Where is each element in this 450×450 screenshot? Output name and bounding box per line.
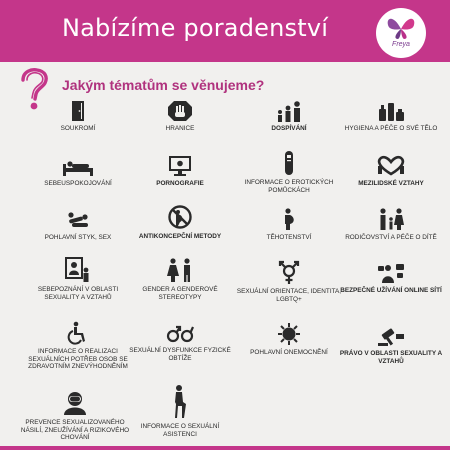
topic-item <box>126 384 234 438</box>
topic-label: MEZILIDSKÉ VZTAHY <box>358 180 424 187</box>
monitor-icon <box>167 155 193 177</box>
bottom-bar <box>0 446 450 450</box>
topic-item <box>126 322 234 362</box>
topic-label: INFORMACE O SEXUÁLNÍ ASISTENCI <box>140 423 220 438</box>
topic-label: SEBEUSPOKOJOVÁNÍ <box>44 180 112 187</box>
pregnant-icon <box>279 207 299 231</box>
topic-item <box>235 207 343 242</box>
topic-label: GENDER A GENDEROVÉ STEREOTYPY <box>142 286 218 301</box>
topic-item <box>126 155 234 188</box>
topic-label: SEXUÁLNÍ ORIENTACE, IDENTITA, LGBTQ+ <box>236 288 342 303</box>
woman-silhouette-icon <box>168 384 192 420</box>
virus-icon <box>277 322 301 346</box>
topic-label: POHLAVNÍ ONEMOCNĚNÍ <box>250 349 328 356</box>
male-symbols-icon <box>165 322 195 344</box>
logo-text: Freya <box>392 41 410 48</box>
heart-hands-icon <box>374 155 408 177</box>
topic-label: SEXUÁLNÍ DYSFUNKCE FYZICKÉ OBTÍŽE <box>129 347 231 362</box>
door-icon <box>65 100 91 122</box>
topic-label: RODIČOVSTVÍ A PÉČE O DÍTĚ <box>345 234 437 241</box>
wheelchair-icon <box>65 321 91 345</box>
topic-item <box>24 155 132 188</box>
topic-label: PREVENCE SEXUALIZOVANÉHO NÁSILÍ, ZNEUŽÍVÁNÍ A RIZIKOVÉHO CHOVÁNÍ <box>20 419 130 442</box>
gavel-icon <box>376 325 406 347</box>
topic-label: INFORMACE O EROTICKÝCH POMŮCKÁCH <box>244 179 334 194</box>
topic-item <box>337 262 445 295</box>
topic-item <box>126 100 234 133</box>
topic-item <box>126 257 234 301</box>
topic-item <box>14 390 136 442</box>
butterfly-icon <box>386 13 416 41</box>
topic-item <box>235 259 343 303</box>
header <box>0 0 450 62</box>
mirror-icon <box>64 257 92 283</box>
topic-item <box>235 100 343 133</box>
topic-label: DOSPÍVÁNÍ <box>271 125 307 132</box>
topic-label: PORNOGRAFIE <box>156 180 204 187</box>
toiletries-icon <box>376 100 406 122</box>
growing-people-icon <box>274 100 304 122</box>
topic-label: ANTIKONCEPČNÍ METODY <box>138 233 222 240</box>
topic-item <box>337 155 445 188</box>
online-person-icon <box>376 262 406 284</box>
topic-item <box>337 207 445 242</box>
topic-label: HRANICE <box>165 125 195 132</box>
gender-figures-icon <box>164 257 196 283</box>
topic-label: POHLAVNÍ STYK, SEX <box>44 234 112 241</box>
freya-logo <box>376 8 426 58</box>
topic-item <box>18 321 138 371</box>
couple-icon <box>63 209 93 231</box>
topic-label: SEBEPOZNÁNÍ V OBLASTI SEXUALITY A VZTAHŮ <box>37 286 119 301</box>
topic-label: HYGIENA A PÉČE O SVÉ TĚLO <box>344 125 438 132</box>
topic-item <box>235 150 343 194</box>
no-pregnancy-icon <box>167 204 193 230</box>
page-title: Nabízíme poradenství <box>62 14 329 42</box>
family-icon <box>376 207 406 231</box>
topic-label: INFORMACE O REALIZACI SEXUÁLNÍCH POTŘEB OSOB SE ZDRAVOTNÍM ZNEVÝHODNĚNÍM <box>28 348 128 371</box>
topic-label: BEZPEČNÉ UŽÍVÁNÍ ONLINE SÍTÍ <box>340 287 442 294</box>
topic-item <box>126 204 234 241</box>
topic-label: TĚHOTENSTVÍ <box>266 234 312 241</box>
section-title: Jakým tématům se věnujeme? <box>62 77 265 93</box>
topic-item <box>337 325 445 365</box>
topic-item <box>24 100 132 133</box>
topic-label: SOUKROMÍ <box>60 125 96 132</box>
hand-stop-icon <box>167 100 193 122</box>
topic-item <box>24 257 132 301</box>
lying-person-icon <box>61 155 95 177</box>
transgender-symbol-icon <box>276 259 302 285</box>
topic-label: PRÁVO V OBLASTI SEXUALITY A VZTAHŮ <box>339 350 443 365</box>
vibrator-icon <box>279 150 299 176</box>
topic-item <box>337 100 445 133</box>
topic-item <box>24 209 132 242</box>
covering-face-icon <box>61 390 89 416</box>
topic-item <box>235 322 343 357</box>
